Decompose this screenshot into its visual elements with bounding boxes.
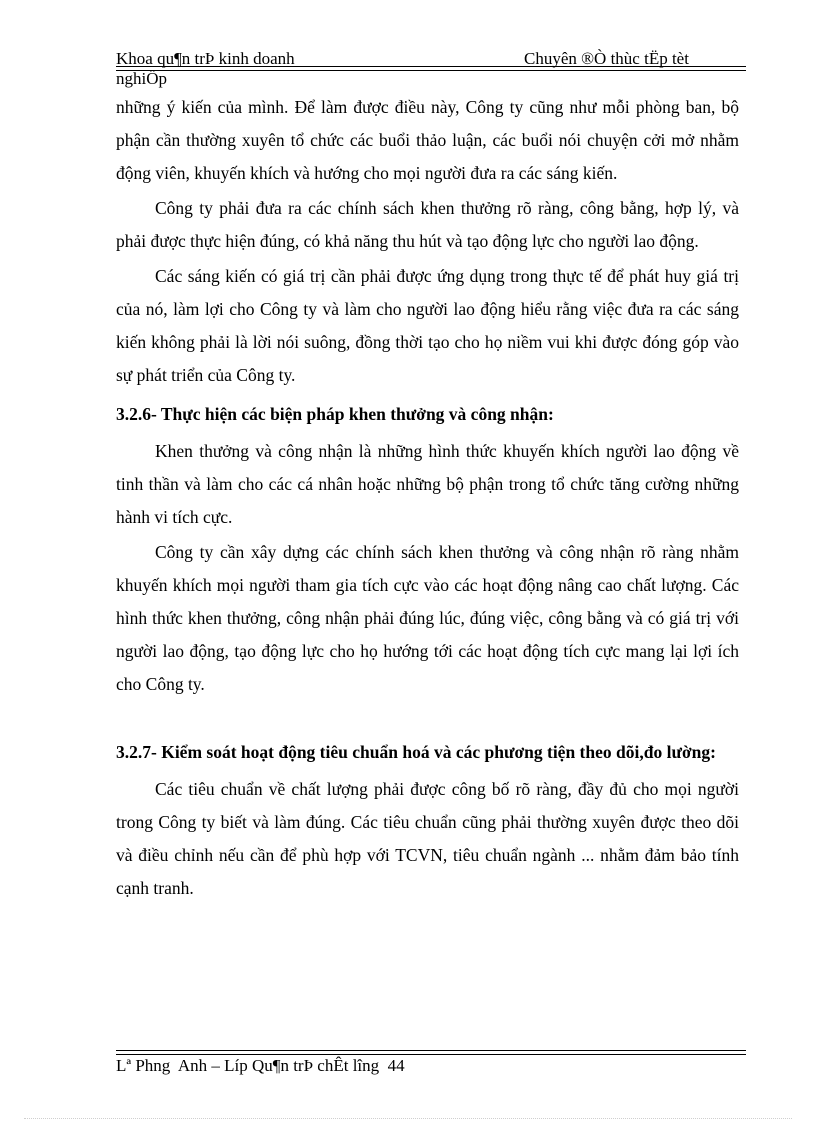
paragraph-6: Các tiêu chuẩn về chất lượng phải được công bố rõ ràng, đầy đủ cho mọi người trong Công ty biết và làm đúng. Các tiêu chuẩn cũng phải thường xuyên được theo dõi và điều chỉnh nếu cần để phù hợp với TCVN, tiêu chuẩn ngành ... nhằm đảm bảo tính cạnh tranh. [116,779,739,898]
header-left: Khoa qu¶n trÞ kinh doanh nghiÖp [116,49,295,88]
footer-rule-bottom [116,1054,746,1055]
body-content [116,91,739,905]
page-footer: Lª Phng Anh – Líp Qu¶n trÞ chÊt lîng 44 [116,1056,405,1075]
header-right: Chuyên ®Ò thùc tËp tèt [524,49,689,68]
page-edge-dots [24,1118,792,1119]
section-heading-3-2-7: 3.2.7- Kiểm soát hoạt động tiêu chuẩn hoá và các phương tiện theo dõi,đo lường: [116,742,716,762]
paragraph-4: Khen thưởng và công nhận là những hình thức khuyến khích người lao động về tinh thần và làm cho các cá nhân hoặc những bộ phận trong tổ chức tăng cường những hành vi tích cực. [116,441,739,527]
section-heading-3-2-6: 3.2.6- Thực hiện các biện pháp khen thưởng và công nhận: [116,404,554,424]
paragraph-3: Các sáng kiến có giá trị cần phải được ứng dụng trong thực tế để phát huy giá trị của nó, làm lợi cho Công ty và làm cho người lao động hiểu rằng việc đưa ra các sáng kiến không phải là lời nói suông, đồng thời tạo cho họ niềm vui khi được đóng góp vào sự phát triển của Công ty. [116,266,739,385]
paragraph-5: Công ty cần xây dựng các chính sách khen thưởng và công nhận rõ ràng nhằm khuyến khích mọi người tham gia tích cực vào các hoạt động nâng cao chất lượng. Các hình thức khen thưởng, công nhận phải đúng lúc, đúng việc, công bằng và có giá trị với người lao động, tạo động lực cho họ hướng tới các hoạt động tích cực mang lại lợi ích cho Công ty. [116,542,739,694]
paragraph-1: những ý kiến của mình. Để làm được điều này, Công ty cũng như mỗi phòng ban, bộ phận cần thường xuyên tổ chức các buổi thảo luận, các buổi nói chuyện cởi mở nhằm động viên, khuyến khích và hướng cho mọi người đưa ra các sáng kiến. [116,97,739,183]
header-rule-bottom [116,70,746,71]
paragraph-2: Công ty phải đưa ra các chính sách khen thưởng rõ ràng, công bằng, hợp lý, và phải được thực hiện đúng, có khả năng thu hút và tạo động lực cho người lao động. [116,198,739,251]
footer-rule-top [116,1050,746,1051]
header-rule-top [116,66,746,67]
